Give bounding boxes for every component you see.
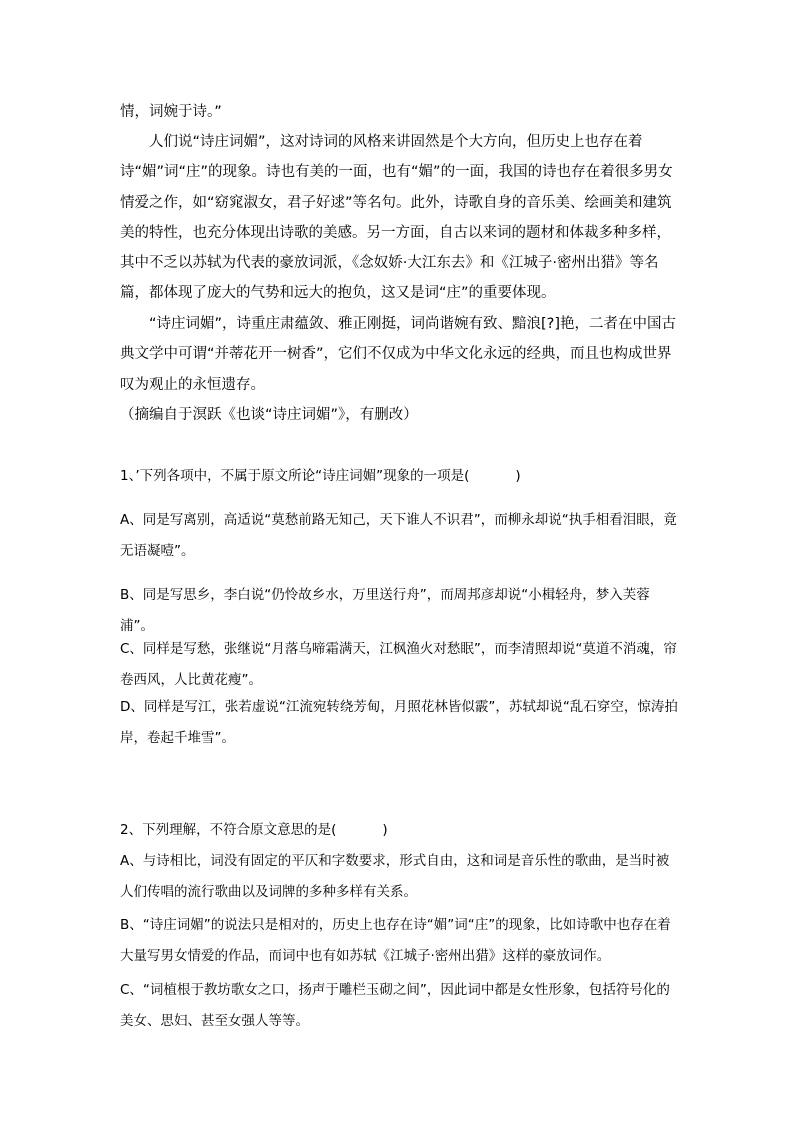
question-1-stem-text: 1、’下列各项中，不属于原文所论“诗庄词媚”现象的一项是(	[120, 468, 470, 484]
paragraph-conclusion: “诗庄词媚”，诗重庄肃蕴敛、雅正刚挺，词尚谐婉有致、黯浪[?]艳，二者在中国古典文学中可谓“并蒂花开一树香”，它们不仅成为中华文化永远的经典，而且也构成世界叹为观止的永恒遗存。	[120, 316, 677, 393]
question-2-option-a: A、与诗相比，词没有固定的平仄和字数要求，形式自由，这和词是音乐性的歌曲，是当时被人们传唱的流行歌曲以及词牌的多种多样有关系。	[120, 853, 670, 900]
question-1-option-d: D、同样是写江，张若虚说“江流宛转绕芳甸，月照花林皆似霰”，苏轼却说“乱石穿空，惊涛拍岸，卷起千堆雪”。	[120, 699, 678, 746]
question-1-option-c: C、同样是写愁，张继说“月落乌啼霜满天，江枫渔火对愁眠”，而李清照却说“莫道不消魂，帘卷西风，人比黄花瘦”。	[120, 641, 677, 688]
question-2-stem-end: )	[382, 822, 388, 838]
question-1-stem-end: )	[515, 468, 521, 484]
paragraph-shi-mei-ci-zhuang: 人们说“诗庄词媚”，这对诗词的风格来讲固然是个大方向，但历史上也存在着诗“媚”词“庄”的现象。诗也有美的一面，也有“媚”的一面，我国的诗也存在着很多男女情爱之作，如“窈窕淑女，君子好逑”等名句。此外，诗歌自身的音乐美、绘画美和建筑美的特性，也充分体现出诗歌的美感。另一方面，自古以来词的题材和体裁多种多样，其中不乏以苏轼为代表的豪放词派，《念奴娇·大江东去》和《江城子·密州出猎》等名篇，都体现了庞大的气势和远大的抱负，这又是词“庄”的重要体现。	[120, 134, 673, 302]
question-2-stem	[120, 815, 680, 846]
source-citation: （摘编自于溟跃《也谈“诗庄词媚”》，有删改）	[120, 407, 418, 423]
question-2-option-b: B、“诗庄词媚”的说法只是相对的，历史上也存在诗“媚”词“庄”的现象，比如诗歌中也存在着大量写男女情爱的作品，而词中也有如苏轼《江城子·密州出猎》这样的豪放词作。	[120, 917, 671, 964]
question-2-stem-text: 2、下列理解，不符合原文意思的是(	[120, 822, 337, 838]
question-1-option-a: A、同是写离别，高适说“莫愁前路无知己，天下谁人不识君”，而柳永却说“执手相看泪眼，竟无语凝噎”。	[120, 512, 677, 559]
question-1-stem	[120, 461, 680, 492]
question-1-option-b: B、同是写思乡，李白说“仍怜故乡水，万里送行舟”，而周邦彦却说“小楫轻舟，梦入芙蓉浦”。	[120, 587, 650, 634]
paragraph-continuation: 情，词婉于诗。”	[120, 104, 222, 120]
question-2-option-c: C、“词植根于教坊歌女之口，扬声于雕栏玉砌之间”，因此词中都是女性形象，包括符号化的美女、思妇、甚至女强人等等。	[120, 982, 670, 1029]
